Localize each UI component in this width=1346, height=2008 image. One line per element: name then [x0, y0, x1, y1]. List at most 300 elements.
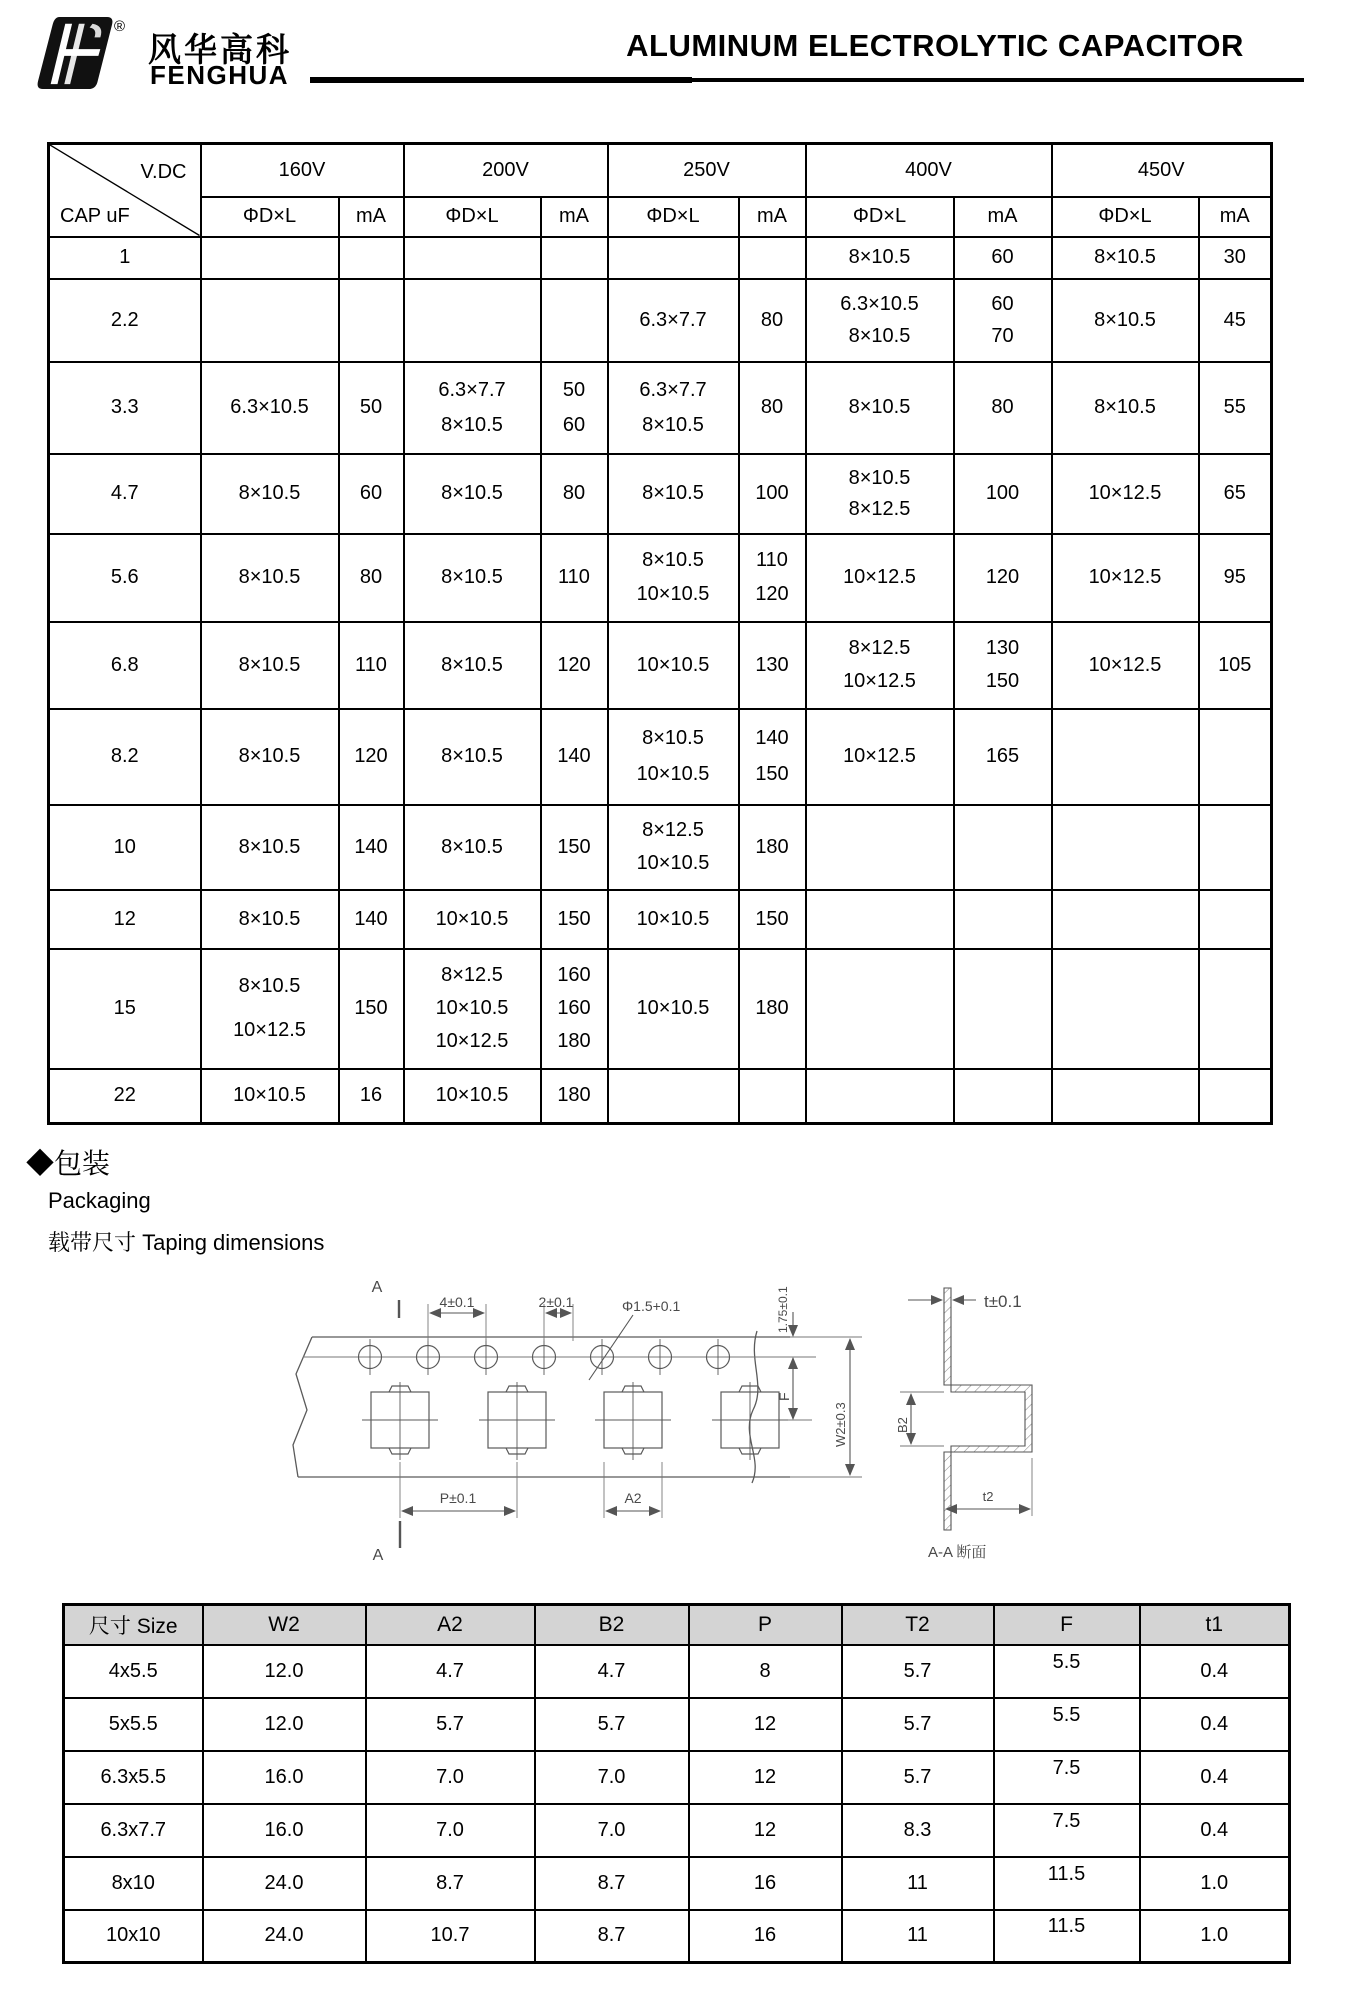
dim-hole-label: Φ1.5+0.1 — [622, 1298, 681, 1314]
size-cell: 8×10.5 — [201, 709, 339, 805]
dimension-value: 7.5 — [1052, 1756, 1081, 1779]
current-cell: 110 — [541, 534, 608, 622]
ratings-row — [49, 805, 1272, 890]
current-cell: 140 — [339, 890, 404, 949]
dim-pitch-label: 4±0.1 — [439, 1294, 475, 1310]
size-cell — [608, 805, 739, 890]
value-line: 160 — [557, 997, 591, 1019]
size-cell: 10×10.5 — [608, 890, 739, 949]
value-stack — [955, 284, 1051, 357]
size-cell: 10×12.5 — [806, 709, 954, 805]
dimension-cell: 7.0 — [535, 1751, 689, 1804]
section-caption: A-A 断面 — [928, 1544, 987, 1561]
value-line: 10×10.5 — [636, 763, 710, 786]
dimension-cell: 12 — [689, 1698, 842, 1751]
corner-cell — [49, 144, 201, 237]
size-cell: 10×12.5 — [1052, 622, 1199, 709]
size-cell — [201, 237, 339, 279]
dimension-cell: 0.4 — [1140, 1698, 1290, 1751]
current-cell: 165 — [954, 709, 1052, 805]
current-cell — [739, 237, 806, 279]
value-line: 140 — [755, 726, 789, 749]
page-title: ALUMINUM ELECTROLYTIC CAPACITOR — [626, 28, 1244, 63]
size-cell: 10×12.5 — [1052, 534, 1199, 622]
value-line: 8×10.5 — [642, 549, 704, 572]
dimension-cell: 16 — [689, 1910, 842, 1963]
cap-cell: 4.7 — [49, 454, 201, 534]
size-cell: 8×10.5 — [608, 454, 739, 534]
section-extension-lines — [900, 1392, 1032, 1516]
value-stack — [807, 627, 953, 704]
current-cell — [954, 279, 1052, 362]
dim-offset-label: 2±0.1 — [538, 1294, 574, 1310]
ratings-row — [49, 362, 1272, 454]
size-header: ΦD×L — [806, 197, 954, 237]
size-cell — [201, 279, 339, 362]
value-stack — [609, 714, 738, 800]
dimension-cell: 5.7 — [842, 1698, 994, 1751]
component-cavities — [362, 1382, 788, 1460]
voltage-header: 400V — [806, 144, 1052, 197]
value-line: 8×10.5 — [848, 466, 911, 489]
current-cell — [1199, 709, 1272, 805]
taping-header-cell: P — [689, 1605, 842, 1645]
dim-b2-label: B2 — [895, 1417, 910, 1433]
dimension-cell: 5.7 — [535, 1698, 689, 1751]
value-line: 8×10.5 — [642, 726, 704, 749]
dimension-cell: 7.0 — [366, 1751, 535, 1804]
size-cell — [404, 362, 541, 454]
taping-header-cell: F — [994, 1605, 1140, 1645]
brand-name-en: FENGHUA — [150, 60, 290, 90]
size-cell: 8×10.5 — [1052, 237, 1199, 279]
dimension-cell — [994, 1751, 1140, 1804]
cap-cell: 2.2 — [49, 279, 201, 362]
dimension-cell: 24.0 — [203, 1857, 366, 1910]
packaging-heading-en: Packaging — [48, 1188, 151, 1213]
taping-row — [64, 1910, 1290, 1963]
value-stack — [609, 539, 738, 617]
value-line: 8×10.5 — [642, 413, 704, 436]
value-line: 10×12.5 — [233, 1019, 306, 1042]
size-cell: 8×10.5 — [806, 362, 954, 454]
value-line: 6.3×10.5 — [840, 292, 919, 315]
size-cell — [608, 534, 739, 622]
cap-cell: 12 — [49, 890, 201, 949]
dim-f-label: F — [776, 1392, 792, 1401]
registered-mark: ® — [114, 18, 126, 35]
current-cell — [541, 237, 608, 279]
current-cell: 80 — [954, 362, 1052, 454]
current-cell — [739, 709, 806, 805]
taping-row — [64, 1751, 1290, 1804]
value-stack — [740, 539, 805, 617]
size-cell: 8×10.5 — [201, 622, 339, 709]
current-header: mA — [339, 197, 404, 237]
dimension-lines — [400, 1304, 662, 1518]
cap-cell: 5.6 — [49, 534, 201, 622]
value-stack — [807, 284, 953, 357]
size-cell — [404, 279, 541, 362]
taping-table — [62, 1603, 1291, 1964]
current-cell — [1199, 890, 1272, 949]
size-name-cell: 10x10 — [64, 1910, 203, 1963]
current-cell: 50 — [339, 362, 404, 454]
section-a-label-top: A — [371, 1279, 383, 1296]
value-line: 110 — [756, 549, 788, 572]
value-line: 10×10.5 — [636, 582, 710, 605]
current-cell: 45 — [1199, 279, 1272, 362]
taping-header-cell: W2 — [203, 1605, 366, 1645]
size-cell: 6.3×10.5 — [201, 362, 339, 454]
current-cell: 180 — [541, 1069, 608, 1124]
size-cell — [608, 362, 739, 454]
header-rule-thin — [692, 78, 1304, 82]
current-cell — [541, 279, 608, 362]
size-name-cell: 6.3x7.7 — [64, 1804, 203, 1857]
dimension-cell — [994, 1698, 1140, 1751]
value-stack — [542, 954, 607, 1064]
current-cell: 80 — [739, 362, 806, 454]
dim-w2-label: W2±0.3 — [833, 1402, 848, 1447]
current-cell: 180 — [739, 805, 806, 890]
size-cell: 8×10.5 — [404, 805, 541, 890]
value-stack — [202, 954, 338, 1064]
size-cell — [1052, 890, 1199, 949]
size-cell — [806, 805, 954, 890]
size-cell: 8×10.5 — [201, 454, 339, 534]
current-cell: 120 — [954, 534, 1052, 622]
value-line: 8×10.5 — [848, 324, 911, 347]
dimension-cell: 12 — [689, 1751, 842, 1804]
header-rule-thick — [310, 77, 692, 83]
value-line: 160 — [557, 963, 591, 986]
size-cell — [1052, 805, 1199, 890]
value-stack — [955, 627, 1051, 704]
current-cell — [541, 362, 608, 454]
size-cell — [201, 949, 339, 1069]
dimension-cell — [994, 1857, 1140, 1910]
value-stack — [807, 459, 953, 529]
current-cell — [739, 534, 806, 622]
value-stack — [609, 367, 738, 449]
dim-a2-label: A2 — [624, 1490, 642, 1506]
dim-p-label: P±0.1 — [439, 1490, 477, 1506]
size-cell — [404, 237, 541, 279]
vdc-label: V.DC — [140, 161, 187, 183]
dimension-cell: 7.0 — [535, 1804, 689, 1857]
dimension-value: 5.5 — [1052, 1650, 1081, 1673]
size-cell: 8×10.5 — [404, 454, 541, 534]
size-cell — [806, 890, 954, 949]
size-cell — [608, 709, 739, 805]
dimension-cell: 0.4 — [1140, 1645, 1290, 1698]
size-name-cell: 5x5.5 — [64, 1698, 203, 1751]
size-cell: 10×12.5 — [1052, 454, 1199, 534]
voltage-header: 200V — [404, 144, 608, 197]
value-stack — [542, 367, 607, 449]
current-cell: 80 — [541, 454, 608, 534]
value-line: 50 — [562, 378, 586, 401]
size-cell: 8×10.5 — [1052, 362, 1199, 454]
value-line: 10×10.5 — [435, 997, 509, 1019]
size-cell — [806, 1069, 954, 1124]
value-stack — [405, 367, 540, 449]
cap-cell: 22 — [49, 1069, 201, 1124]
current-cell — [1199, 949, 1272, 1069]
ratings-row — [49, 1069, 1272, 1124]
taping-header-cell: B2 — [535, 1605, 689, 1645]
brand-name-cn: 风华高科 — [148, 31, 292, 68]
taping-diagram — [260, 1262, 1120, 1572]
size-cell: 8×10.5 — [1052, 279, 1199, 362]
current-cell — [954, 1069, 1052, 1124]
current-cell: 140 — [339, 805, 404, 890]
centerlines — [303, 1337, 862, 1477]
dimension-cell: 11 — [842, 1857, 994, 1910]
size-header: ΦD×L — [404, 197, 541, 237]
value-line: 120 — [755, 582, 789, 605]
ratings-row — [49, 534, 1272, 622]
taping-header-cell: T2 — [842, 1605, 994, 1645]
dimension-cell: 0.4 — [1140, 1751, 1290, 1804]
dim-175-label: 1.75±0.1 — [776, 1286, 790, 1333]
cap-uf-label: CAP uF — [60, 204, 130, 227]
dimension-cell: 0.4 — [1140, 1804, 1290, 1857]
size-header: ΦD×L — [1052, 197, 1199, 237]
dimension-cell: 8.3 — [842, 1804, 994, 1857]
current-cell: 100 — [954, 454, 1052, 534]
ratings-row — [49, 949, 1272, 1069]
current-cell: 140 — [541, 709, 608, 805]
dimension-arrows — [402, 1312, 850, 1511]
size-cell: 10×10.5 — [201, 1069, 339, 1124]
current-cell — [954, 949, 1052, 1069]
current-cell: 65 — [1199, 454, 1272, 534]
dimension-cell: 16 — [689, 1857, 842, 1910]
current-cell: 120 — [339, 709, 404, 805]
value-line: 8×12.5 — [848, 636, 911, 659]
size-cell — [806, 949, 954, 1069]
ratings-row — [49, 237, 1272, 279]
value-line: 130 — [985, 636, 1020, 659]
ratings-row — [49, 622, 1272, 709]
current-cell: 80 — [339, 534, 404, 622]
voltage-header: 160V — [201, 144, 404, 197]
current-cell — [954, 805, 1052, 890]
value-line: 6.3×7.7 — [438, 378, 506, 401]
size-cell — [1052, 1069, 1199, 1124]
size-cell: 6.3×7.7 — [608, 279, 739, 362]
dimension-cell: 12.0 — [203, 1698, 366, 1751]
ratings-row — [49, 709, 1272, 805]
current-cell: 60 — [339, 454, 404, 534]
section-a-label-bottom: A — [372, 1547, 384, 1564]
taping-row — [64, 1698, 1290, 1751]
size-cell — [806, 622, 954, 709]
size-cell: 8×10.5 — [806, 237, 954, 279]
dim-t2-label: t2 — [982, 1489, 994, 1504]
current-header: mA — [954, 197, 1052, 237]
current-cell — [1199, 1069, 1272, 1124]
dimension-cell: 4.7 — [535, 1645, 689, 1698]
value-line: 10×12.5 — [843, 670, 916, 693]
current-cell: 150 — [339, 949, 404, 1069]
current-cell: 16 — [339, 1069, 404, 1124]
current-cell: 130 — [739, 622, 806, 709]
dim-t-label: t±0.1 — [984, 1292, 1022, 1311]
current-cell: 55 — [1199, 362, 1272, 454]
voltage-header: 250V — [608, 144, 806, 197]
current-header: mA — [1199, 197, 1272, 237]
value-line: 60 — [991, 292, 1014, 315]
value-line: 180 — [557, 1030, 591, 1053]
size-cell: 8×10.5 — [201, 890, 339, 949]
size-cell: 8×10.5 — [201, 534, 339, 622]
cap-cell: 10 — [49, 805, 201, 890]
size-name-cell: 6.3x5.5 — [64, 1751, 203, 1804]
current-cell — [1199, 805, 1272, 890]
taping-header-cell: 尺寸 Size — [64, 1605, 203, 1645]
size-cell: 10×10.5 — [608, 622, 739, 709]
current-cell — [739, 1069, 806, 1124]
dimension-cell: 12 — [689, 1804, 842, 1857]
ratings-table — [47, 142, 1273, 1125]
current-cell — [339, 237, 404, 279]
cap-cell: 3.3 — [49, 362, 201, 454]
dimension-cell: 5.7 — [842, 1751, 994, 1804]
current-header: mA — [739, 197, 806, 237]
dimension-cell: 4.7 — [366, 1645, 535, 1698]
cap-cell: 15 — [49, 949, 201, 1069]
current-cell: 105 — [1199, 622, 1272, 709]
value-line: 150 — [755, 763, 789, 786]
dimension-cell: 16.0 — [203, 1751, 366, 1804]
size-cell: 8×10.5 — [201, 805, 339, 890]
dimension-cell: 10.7 — [366, 1910, 535, 1963]
size-header: ΦD×L — [201, 197, 339, 237]
value-line: 150 — [985, 670, 1020, 693]
dimension-cell: 1.0 — [1140, 1910, 1290, 1963]
size-cell: 10×12.5 — [806, 534, 954, 622]
taping-header-cell: A2 — [366, 1605, 535, 1645]
value-line: 8×12.5 — [441, 963, 503, 986]
value-line: 70 — [991, 324, 1014, 347]
size-cell: 10×10.5 — [608, 949, 739, 1069]
section-dimension-arrows — [908, 1300, 1030, 1509]
taping-row — [64, 1645, 1290, 1698]
current-cell: 180 — [739, 949, 806, 1069]
dimension-cell: 16.0 — [203, 1804, 366, 1857]
value-line: 6.3×7.7 — [639, 378, 707, 401]
dimension-cell: 24.0 — [203, 1910, 366, 1963]
value-line: 60 — [562, 413, 586, 436]
current-cell: 150 — [739, 890, 806, 949]
size-cell: 8×10.5 — [404, 622, 541, 709]
ratings-row — [49, 279, 1272, 362]
size-cell: 10×10.5 — [404, 890, 541, 949]
taping-dimensions-subheading: 载带尺寸 Taping dimensions — [48, 1230, 325, 1255]
value-stack — [609, 810, 738, 885]
current-cell: 110 — [339, 622, 404, 709]
dimension-value: 5.5 — [1052, 1703, 1081, 1726]
size-cell: 10×10.5 — [404, 1069, 541, 1124]
ratings-row — [49, 454, 1272, 534]
size-cell: 8×10.5 — [404, 709, 541, 805]
size-cell — [608, 237, 739, 279]
current-cell — [954, 890, 1052, 949]
current-cell — [954, 622, 1052, 709]
dimension-cell: 11 — [842, 1910, 994, 1963]
cap-cell: 8.2 — [49, 709, 201, 805]
size-cell — [608, 1069, 739, 1124]
value-line: 10×12.5 — [435, 1030, 509, 1053]
current-cell: 120 — [541, 622, 608, 709]
size-cell — [806, 454, 954, 534]
size-cell — [806, 279, 954, 362]
current-cell: 100 — [739, 454, 806, 534]
dimension-cell — [994, 1804, 1140, 1857]
tape-outline — [293, 1331, 790, 1483]
dimension-cell: 8 — [689, 1645, 842, 1698]
size-cell — [1052, 949, 1199, 1069]
cap-cell: 6.8 — [49, 622, 201, 709]
dimension-cell: 5.7 — [366, 1698, 535, 1751]
taping-row — [64, 1857, 1290, 1910]
value-stack — [740, 714, 805, 800]
current-cell — [339, 279, 404, 362]
size-cell — [1052, 709, 1199, 805]
fenghua-logo-icon — [36, 16, 114, 90]
current-cell: 60 — [954, 237, 1052, 279]
dimension-cell: 8.7 — [535, 1910, 689, 1963]
taping-header-cell: t1 — [1140, 1605, 1290, 1645]
size-name-cell: 8x10 — [64, 1857, 203, 1910]
taping-row — [64, 1804, 1290, 1857]
current-cell: 150 — [541, 890, 608, 949]
value-line: 8×10.5 — [441, 413, 503, 436]
dimension-cell: 8.7 — [535, 1857, 689, 1910]
value-stack — [405, 954, 540, 1064]
ratings-row — [49, 890, 1272, 949]
size-header: ΦD×L — [608, 197, 739, 237]
dimension-value: 11.5 — [1047, 1915, 1086, 1938]
dimension-cell — [994, 1645, 1140, 1698]
value-line: 8×12.5 — [848, 497, 911, 520]
dimension-cell: 8.7 — [366, 1857, 535, 1910]
voltage-header: 450V — [1052, 144, 1272, 197]
current-cell: 30 — [1199, 237, 1272, 279]
size-cell: 8×10.5 — [404, 534, 541, 622]
current-cell — [541, 949, 608, 1069]
current-cell: 95 — [1199, 534, 1272, 622]
cap-cell: 1 — [49, 237, 201, 279]
value-line: 8×12.5 — [642, 819, 704, 842]
dimension-cell: 12.0 — [203, 1645, 366, 1698]
current-cell: 80 — [739, 279, 806, 362]
current-header: mA — [541, 197, 608, 237]
value-line: 8×10.5 — [238, 974, 301, 997]
dimension-cell: 7.0 — [366, 1804, 535, 1857]
value-line: 10×10.5 — [636, 851, 710, 874]
current-cell: 150 — [541, 805, 608, 890]
dimension-value: 11.5 — [1047, 1862, 1086, 1885]
dimension-value: 7.5 — [1052, 1809, 1081, 1832]
dimension-cell — [994, 1910, 1140, 1963]
size-name-cell: 4x5.5 — [64, 1645, 203, 1698]
dimension-cell: 1.0 — [1140, 1857, 1290, 1910]
size-cell — [404, 949, 541, 1069]
